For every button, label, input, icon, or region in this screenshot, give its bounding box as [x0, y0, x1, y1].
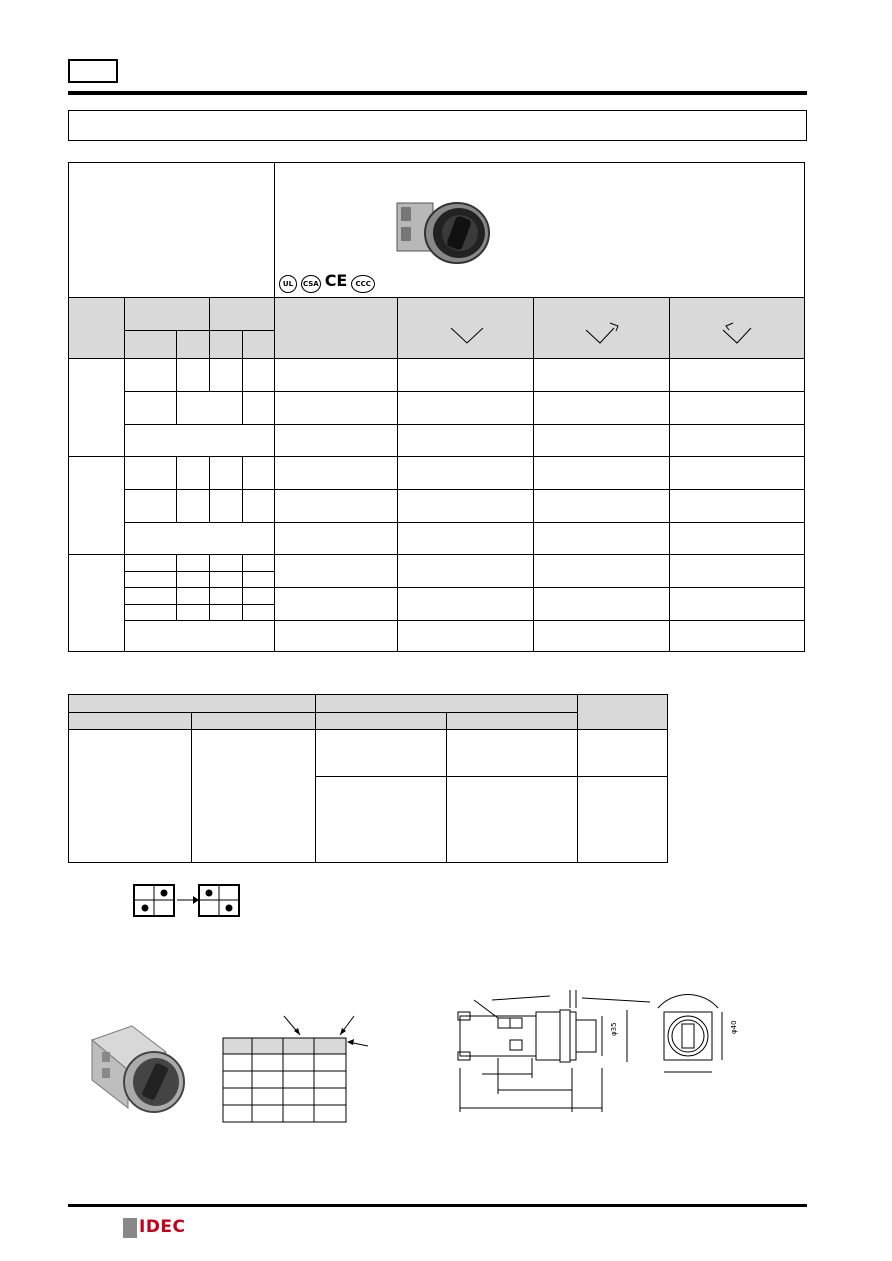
col-line: [209, 456, 210, 522]
row-line: [124, 424, 804, 425]
position-symbol-spring-return-left: [719, 321, 759, 347]
contact-table-diagram: [220, 1014, 370, 1124]
product-table: [68, 162, 805, 652]
bottom-rule: [68, 1204, 807, 1207]
col-line: [242, 554, 243, 620]
row-line: [315, 776, 667, 777]
selector-switch-side-photo: [88, 1022, 188, 1118]
dim-label-40: φ40: [730, 1020, 738, 1034]
ccc-mark-icon: CCC: [351, 275, 375, 293]
row-line: [124, 587, 804, 588]
position-symbol-maintained: [449, 325, 489, 347]
col-line: [176, 330, 177, 424]
title-bar: [68, 110, 807, 141]
row-line: [124, 391, 804, 392]
col-line: [209, 554, 210, 620]
ul-mark-icon: UL: [279, 275, 297, 293]
row-line: [124, 330, 274, 331]
row-line: [69, 456, 804, 457]
col-line: [274, 163, 275, 651]
col-line: [209, 297, 210, 391]
col-line: [669, 297, 670, 651]
row-line: [124, 604, 274, 605]
col-line: [176, 456, 177, 522]
page-tab-box: [68, 59, 118, 83]
csa-mark-icon: CSA: [301, 275, 321, 293]
col-line: [176, 554, 177, 620]
dim-label-35: φ35: [610, 1022, 618, 1036]
row-line: [69, 554, 804, 555]
row-line: [69, 358, 804, 359]
row-line: [124, 571, 274, 572]
row-line: [124, 620, 804, 621]
row-line: [124, 522, 804, 523]
col-line: [315, 695, 316, 862]
selector-switch-photo: [389, 193, 499, 268]
col-line: [397, 297, 398, 651]
position-symbol-spring-return-right: [584, 321, 624, 347]
col-line: [191, 712, 192, 862]
logo-mark-icon: [123, 1218, 137, 1238]
spec-table: [68, 694, 668, 863]
row-line: [124, 489, 804, 490]
row-line: [69, 297, 804, 298]
col-line: [124, 297, 125, 651]
contact-arrangement-diagram: [133, 884, 243, 918]
col-line: [242, 456, 243, 522]
logo-text: IDEC: [139, 1217, 186, 1237]
col-line: [242, 330, 243, 424]
ce-mark-icon: CE: [324, 271, 348, 290]
top-rule: [68, 91, 807, 95]
col-line: [446, 712, 447, 862]
row-line: [69, 712, 577, 713]
table-header-row: [69, 297, 804, 358]
certification-marks: [279, 271, 375, 293]
col-line: [577, 695, 578, 862]
dimension-drawing: [452, 988, 752, 1114]
col-line: [533, 297, 534, 651]
